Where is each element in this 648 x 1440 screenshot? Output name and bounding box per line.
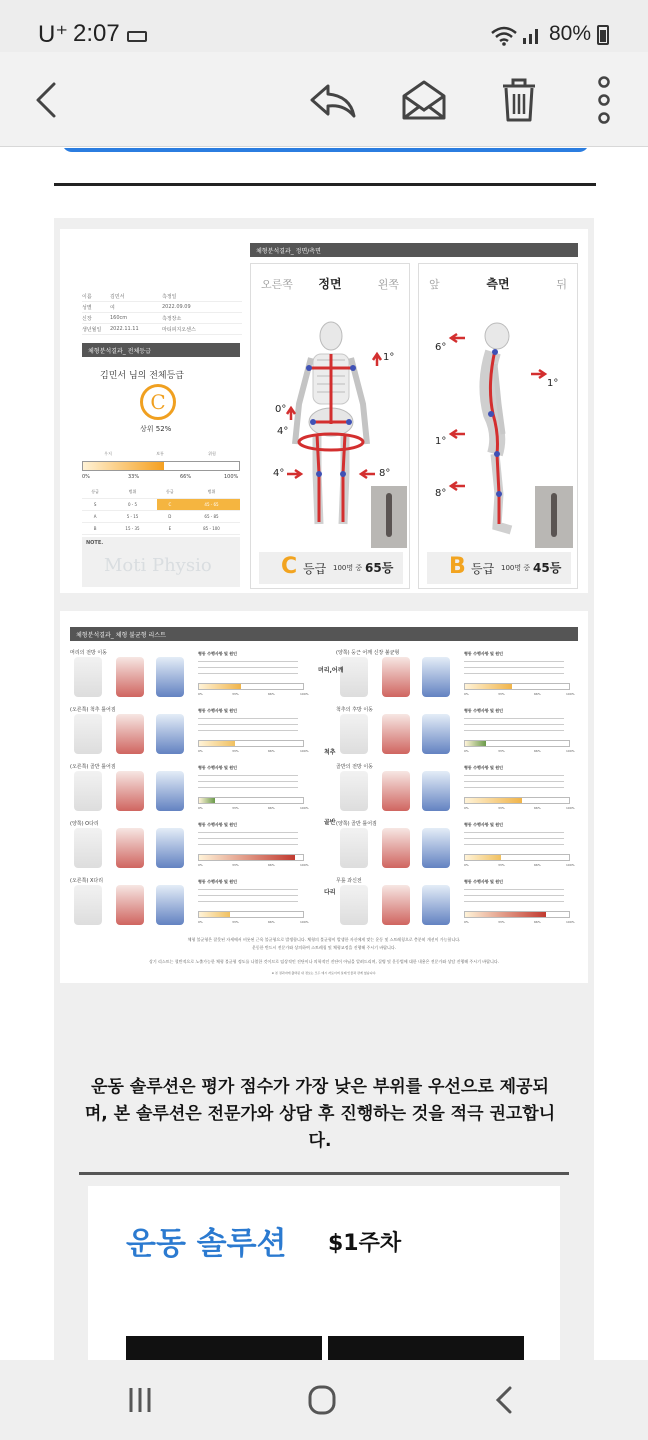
recent-apps-button[interactable] (120, 1384, 160, 1416)
imbalance-item-head: 형동 수행사항 및 원인 (464, 879, 503, 884)
overall-grade-fill (83, 462, 164, 470)
muscle-thumb (156, 771, 184, 811)
posture-summary-card: 이름 김민서 측정일 성별 여 2022.09.09 신장 160cm 측정장소 생년월일 2022.11.11 마티피지오센스 체형분석결과_ 전체등급 김민서 님의 전체등급 C 상위 52% 우저 보통 위험 0% 33% 66% 100% 등급 범위 등급 범위 S 0 - 5 C 45 - 65 A 5 - 15 D 65 - 85 B 15 - 35 E 85 - 100 NOTE. Moti Physio 체형분석결과_ 정면/측면 오른쪽 정면 왼쪽 1° 0° 4° 4° 8° C 등급 100명 중 65등 앞 측면 뒤 6° 1° 1° 8° B 등급 100명 중 45등 (60, 229, 588, 593)
side-grade-footer: B 등급 100명 중 45등 (427, 552, 571, 584)
watermark: Moti Physio (104, 555, 212, 576)
front-degree: 8° (379, 468, 391, 479)
muscle-thumb (422, 657, 450, 697)
chevron-left-icon (18, 72, 74, 128)
solution-title: 운동 솔루션 (126, 1226, 287, 1262)
front-grade-footer: C 등급 100명 중 65등 (259, 552, 403, 584)
muscle-thumb (382, 771, 410, 811)
side-right-label: 뒤 (556, 278, 567, 291)
skeleton-thumb (74, 657, 102, 697)
side-rank: 45등 (533, 561, 562, 575)
imbalance-bar-fill (199, 684, 241, 689)
member-info-table (82, 291, 242, 335)
back-button[interactable] (18, 72, 74, 128)
imbalance-item-title: (양쪽) O다리 (70, 821, 99, 827)
table-row: A 5 - 15 D 65 - 85 (82, 510, 240, 522)
muscle-thumb (382, 714, 410, 754)
imbalance-item-title: 무릎 과신전 (336, 878, 362, 884)
clock: 2:07 (73, 20, 120, 47)
wifi-icon (489, 24, 519, 46)
front-right-label: 왼쪽 (377, 278, 399, 291)
side-grade-letter: B (449, 554, 466, 579)
email-body[interactable] (0, 148, 648, 1360)
front-degree: 0° (275, 404, 287, 415)
side-title: 측면 (486, 277, 510, 291)
battery-percent: 80% (549, 22, 592, 45)
imbalance-item-head: 형동 수행사항 및 원인 (198, 765, 237, 770)
table-row: B 15 - 35 E 85 - 100 (82, 522, 240, 534)
imbalance-item-title: 척추의 후방 이동 (336, 707, 373, 713)
imbalance-item-head: 형동 수행사항 및 원인 (464, 765, 503, 770)
muscle-thumb (116, 657, 144, 697)
imbalance-list-card (60, 611, 588, 983)
skeleton-thumb (340, 714, 368, 754)
body-region-label: 골반 (324, 819, 336, 826)
overall-grade-bar (82, 461, 240, 471)
battery-icon (597, 25, 609, 45)
front-photo (371, 486, 407, 548)
signal-icon (521, 24, 543, 46)
table-row: 등급 범위 등급 범위 (82, 486, 240, 498)
front-view-panel (250, 263, 410, 589)
muscle-thumb (382, 885, 410, 925)
imbalance-item-title: (오른쪽) 척추 틀어짐 (70, 707, 116, 713)
imbalance-item: (양쪽) 골반 틀어짐 형동 수행사항 및 원인 0% 33% 66% 100% (336, 821, 575, 867)
imbalance-item-title: 골반의 전방 이동 (336, 764, 373, 770)
divider (79, 1172, 569, 1175)
imbalance-item: 무릎 과신전 형동 수행사항 및 원인 0% 33% 66% 100% (336, 878, 575, 924)
reply-icon (304, 72, 360, 128)
imbalance-bar (464, 797, 570, 804)
grade-range-table (82, 486, 240, 535)
muscle-thumb (156, 714, 184, 754)
system-back-button[interactable] (484, 1384, 524, 1416)
skeleton-thumb (340, 771, 368, 811)
system-nav-bar (0, 1360, 648, 1440)
imbalance-item: 머리의 전방 이동 형동 수행사항 및 원인 0% 33% 66% 100% (70, 650, 309, 696)
imbalance-item-head: 형동 수행사항 및 원인 (464, 651, 503, 656)
muscle-thumb (116, 771, 144, 811)
imbalance-bar-fill (199, 912, 230, 917)
home-icon (302, 1384, 342, 1416)
side-view-panel (418, 263, 578, 589)
front-left-label: 오른쪽 (261, 278, 293, 291)
imbalance-item-head: 형동 수행사항 및 원인 (198, 651, 237, 656)
info-row: 성별 여 2022.09.09 (82, 302, 242, 313)
imbalance-item: (오른쪽) 골반 틀어짐 형동 수행사항 및 원인 0% 33% 66% 100% (70, 764, 309, 810)
front-grade-letter: C (281, 554, 298, 579)
previous-button-edge (62, 148, 589, 152)
imbalance-item-title: (오른쪽) X다리 (70, 878, 104, 884)
imbalance-bar-fill (465, 855, 501, 860)
solution-week: $1주차 (328, 1231, 402, 1256)
side-left-label: 앞 (429, 278, 440, 291)
imbalance-item: (오른쪽) X다리 형동 수행사항 및 원인 0% 33% 66% 100% (70, 878, 309, 924)
side-degree: 1° (547, 378, 559, 389)
table-row: S 0 - 5 C 45 - 65 (82, 498, 240, 510)
note-box (82, 537, 240, 587)
imbalance-bar-fill (465, 741, 486, 746)
more-options-button[interactable] (576, 72, 632, 128)
body-region-label: 다리 (324, 889, 336, 896)
grade-scale-labels: 우저 보통 위험 (104, 451, 216, 456)
imbalance-bar (464, 683, 570, 690)
overall-rank: 상위 52% (140, 425, 172, 433)
overall-section-title: 체형분석결과_ 전체등급 (82, 343, 240, 357)
imbalance-item: (양쪽) O다리 형동 수행사항 및 원인 0% 33% 66% 100% (70, 821, 309, 867)
posture-report-image (54, 218, 594, 1360)
imbalance-bar (198, 683, 304, 690)
muscle-thumb (116, 714, 144, 754)
posture-section-title: 체형분석결과_ 정면/측면 (250, 243, 578, 257)
side-photo (535, 486, 573, 548)
overall-grade-badge: C (140, 384, 176, 420)
body-region-label: 머리,어깨 (318, 667, 344, 674)
skeleton-thumb (74, 771, 102, 811)
imbalance-item: 척추의 후방 이동 형동 수행사항 및 원인 0% 33% 66% 100% (336, 707, 575, 753)
reply-button[interactable] (304, 72, 360, 128)
skeleton-thumb (340, 657, 368, 697)
imbalance-item-head: 형동 수행사항 및 원인 (464, 708, 503, 713)
muscle-thumb (422, 885, 450, 925)
footnote: 상기 리스트는 혈반적으로 노출가능한 체형 불균형 정도를 나열한 것이므로 임상적인 진단이나 의학적인 진단이 아님을 알려드리며, 질병 및 운동법에 대한 내용은 전문가와 상담 진행해 주시기 바랍니다. (149, 959, 499, 964)
imbalance-item-title: (양쪽) 둥근 어깨 신장 불균형 (336, 650, 400, 656)
imbalance-item: 골반의 전방 이동 형동 수행사항 및 원인 0% 33% 66% 100% (336, 764, 575, 810)
muscle-thumb (422, 771, 450, 811)
recent-apps-icon (120, 1384, 160, 1416)
redacted-block (328, 1336, 524, 1360)
back-icon (484, 1384, 524, 1416)
imbalance-item-title: 머리의 전방 이동 (70, 650, 107, 656)
imbalance-item-head: 형동 수행사항 및 원인 (198, 822, 237, 827)
imbalance-item-head: 형동 수행사항 및 원인 (464, 822, 503, 827)
side-degree: 6° (435, 342, 447, 353)
imbalance-bar-fill (199, 741, 235, 746)
footnote: 체형 불균형은 잘못된 자세에서 비롯된 근육 불균형으로 발생합니다. 체형의 불균형이 발생한 자신에게 맞는 운동 및 스트레칭으로 충분히 개선이 가능합니다. (187, 937, 461, 942)
imbalance-bar-fill (465, 798, 522, 803)
redacted-block (126, 1336, 322, 1360)
list-section-title: 체형분석결과_ 체형 불균형 리스트 (70, 627, 578, 641)
muscle-thumb (116, 885, 144, 925)
muscle-thumb (382, 828, 410, 868)
muscle-thumb (116, 828, 144, 868)
skeleton-thumb (74, 885, 102, 925)
imbalance-bar (464, 854, 570, 861)
carrier-label: U⁺ (38, 21, 68, 48)
note-label: NOTE. (86, 540, 104, 546)
imbalance-bar (464, 911, 570, 918)
muscle-thumb (156, 828, 184, 868)
status-bar (0, 0, 648, 52)
skeleton-thumb (340, 885, 368, 925)
imbalance-item-title: (오른쪽) 골반 틀어짐 (70, 764, 116, 770)
side-degree: 1° (435, 436, 447, 447)
muscle-thumb (156, 885, 184, 925)
open-envelope-icon (396, 72, 452, 128)
solution-intro-text: 운동 솔루션은 평가 점수가 가장 낮은 부위를 우선으로 제공되며, 본 솔루션은 전문가와 상담 후 진행하는 것을 적극 권고합니다. (84, 1077, 556, 1151)
front-degree: 1° (383, 352, 395, 363)
imbalance-bar (198, 797, 304, 804)
more-vertical-icon (576, 72, 632, 128)
imbalance-item: (오른쪽) 척추 틀어짐 형동 수행사항 및 원인 0% 33% 66% 100% (70, 707, 309, 753)
imbalance-item-head: 형동 수행사항 및 원인 (198, 879, 237, 884)
imbalance-bar (198, 854, 304, 861)
imbalance-bar (198, 740, 304, 747)
imbalance-bar-fill (465, 684, 512, 689)
overall-grade-name: 김민서 님의 전체등급 (100, 371, 184, 381)
muscle-thumb (382, 657, 410, 697)
info-row: 이름 김민서 측정일 (82, 291, 242, 302)
front-degree: 4° (273, 468, 285, 479)
front-degree: 4° (277, 426, 289, 437)
skeleton-thumb (340, 828, 368, 868)
skeleton-thumb (74, 714, 102, 754)
exercise-solution-card (88, 1186, 560, 1360)
imbalance-bar-fill (199, 798, 215, 803)
divider (54, 183, 596, 186)
muscle-thumb (422, 828, 450, 868)
front-rank: 65등 (365, 561, 394, 575)
skeleton-thumb (74, 828, 102, 868)
trash-icon (491, 72, 547, 128)
imbalance-bar-fill (465, 912, 546, 917)
imbalance-item: (양쪽) 둥근 어깨 신장 불균형 형동 수행사항 및 원인 0% 33% 66% 100% (336, 650, 575, 696)
imbalance-item-head: 형동 수행사항 및 원인 (198, 708, 237, 713)
footnote: ※ 본 결과지에 출력된 내 정보는 모두 예시 자료이며 실제 인물과 관계 없습니다. (271, 971, 377, 975)
delete-button[interactable] (491, 72, 547, 128)
muscle-thumb (422, 714, 450, 754)
home-button[interactable] (302, 1384, 342, 1416)
imbalance-bar (198, 911, 304, 918)
imbalance-bar-fill (199, 855, 295, 860)
imbalance-bar (464, 740, 570, 747)
front-title: 정면 (318, 277, 342, 291)
side-degree: 8° (435, 488, 447, 499)
footnote: 운동한 반드시 전문가와 상의하여 스트레칭 및 체형교정을 진행해 주시기 바랍니다. (251, 945, 397, 950)
imbalance-item-title: (양쪽) 골반 틀어짐 (336, 821, 377, 827)
body-region-label: 척추 (324, 749, 336, 756)
muscle-thumb (156, 657, 184, 697)
info-row: 신장 160cm 측정장소 (82, 313, 242, 324)
mark-unread-button[interactable] (396, 72, 452, 128)
sim-card-icon (127, 31, 147, 42)
mail-toolbar (0, 52, 648, 147)
info-row: 생년월일 2022.11.11 마티피지오센스 (82, 324, 242, 335)
